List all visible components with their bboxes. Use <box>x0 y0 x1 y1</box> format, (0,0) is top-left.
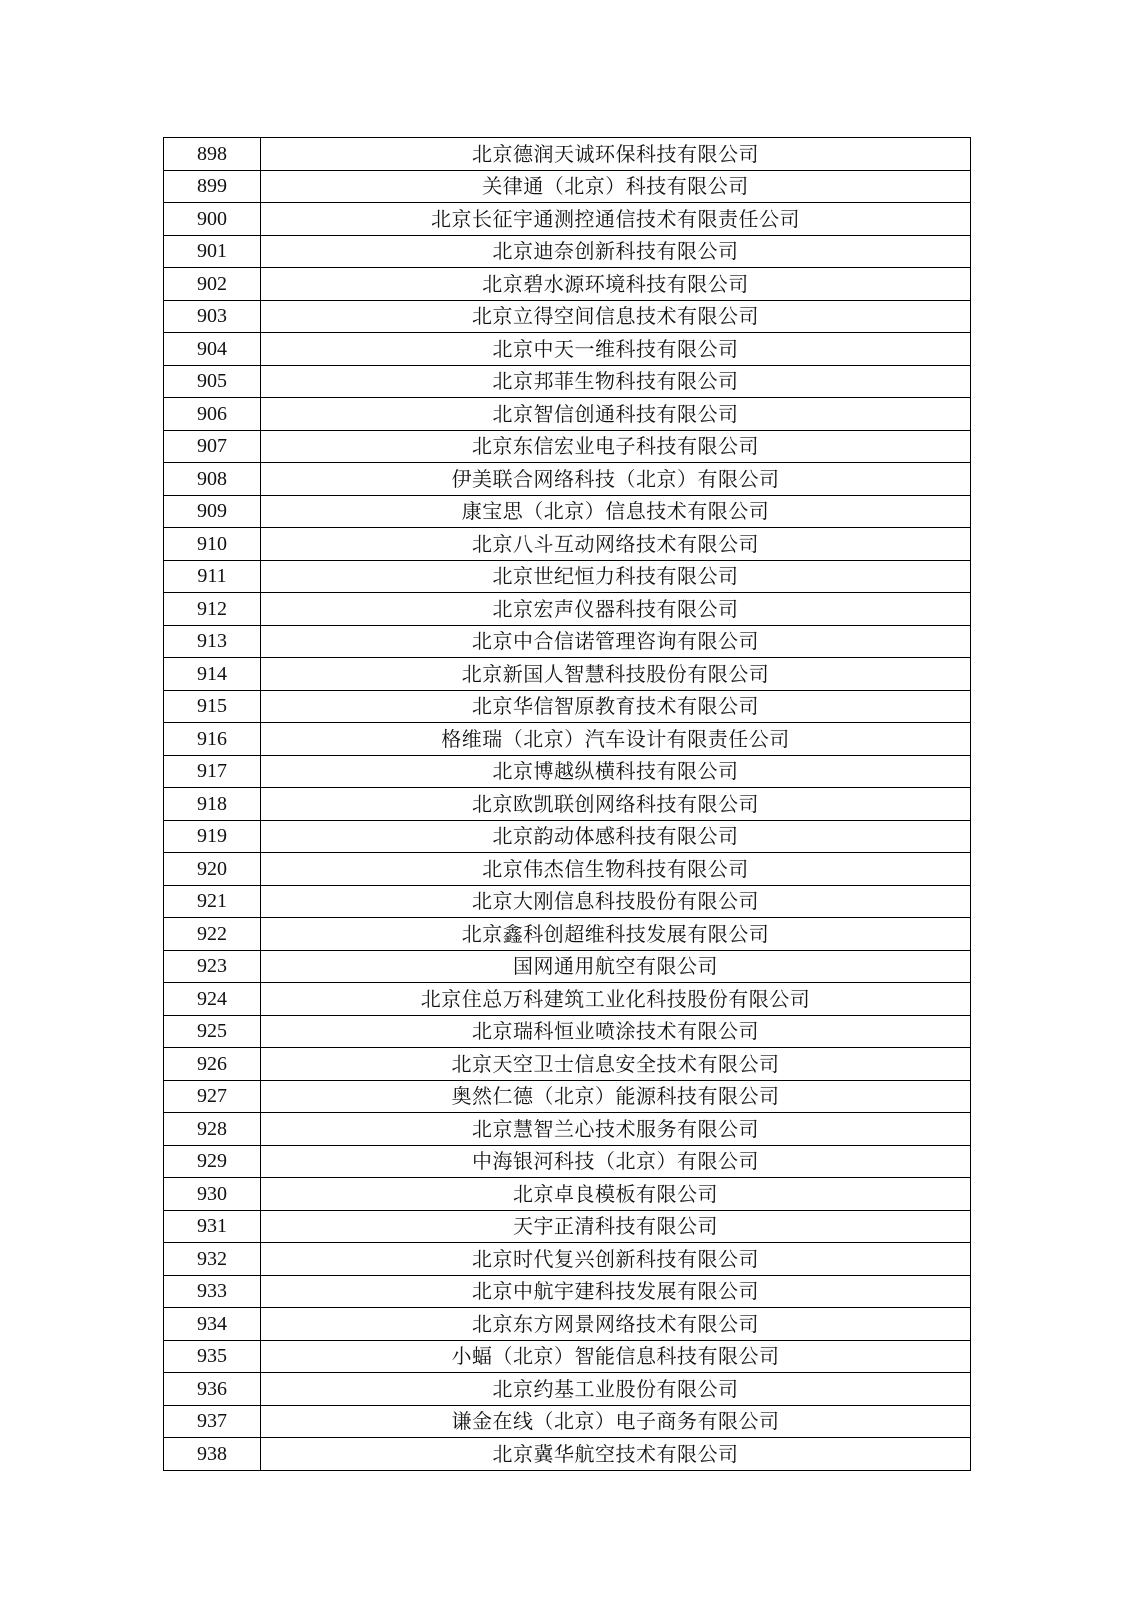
row-number: 920 <box>164 853 261 886</box>
company-name: 北京时代复兴创新科技有限公司 <box>261 1243 971 1276</box>
row-number: 899 <box>164 170 261 203</box>
company-name: 北京中天一维科技有限公司 <box>261 333 971 366</box>
table-row <box>164 398 971 431</box>
row-number: 912 <box>164 593 261 626</box>
company-name: 北京天空卫士信息安全技术有限公司 <box>261 1048 971 1081</box>
company-name: 中海银河科技（北京）有限公司 <box>261 1145 971 1178</box>
row-number: 930 <box>164 1178 261 1211</box>
table-row <box>164 1405 971 1438</box>
table-row <box>164 593 971 626</box>
company-name: 北京宏声仪器科技有限公司 <box>261 593 971 626</box>
company-name: 北京东信宏业电子科技有限公司 <box>261 430 971 463</box>
table-row <box>164 1113 971 1146</box>
table-row <box>164 885 971 918</box>
table-row <box>164 170 971 203</box>
company-name: 伊美联合网络科技（北京）有限公司 <box>261 463 971 496</box>
table-row <box>164 1178 971 1211</box>
row-number: 922 <box>164 918 261 951</box>
table-row <box>164 690 971 723</box>
company-name: 北京冀华航空技术有限公司 <box>261 1438 971 1471</box>
company-name: 北京长征宇通测控通信技术有限责任公司 <box>261 203 971 236</box>
company-name: 格维瑞（北京）汽车设计有限责任公司 <box>261 723 971 756</box>
row-number: 908 <box>164 463 261 496</box>
table-row <box>164 528 971 561</box>
table-row <box>164 1373 971 1406</box>
row-number: 918 <box>164 788 261 821</box>
company-name: 北京东方网景网络技术有限公司 <box>261 1308 971 1341</box>
table-body <box>164 138 971 1471</box>
row-number: 934 <box>164 1308 261 1341</box>
company-name: 北京八斗互动网络技术有限公司 <box>261 528 971 561</box>
row-number: 927 <box>164 1080 261 1113</box>
row-number: 902 <box>164 268 261 301</box>
table-row <box>164 1438 971 1471</box>
table-row <box>164 755 971 788</box>
company-name: 北京智信创通科技有限公司 <box>261 398 971 431</box>
row-number: 929 <box>164 1145 261 1178</box>
row-number: 906 <box>164 398 261 431</box>
table-row <box>164 1275 971 1308</box>
row-number: 909 <box>164 495 261 528</box>
row-number: 935 <box>164 1340 261 1373</box>
table-row <box>164 625 971 658</box>
row-number: 931 <box>164 1210 261 1243</box>
table-row <box>164 138 971 171</box>
company-name: 北京韵动体感科技有限公司 <box>261 820 971 853</box>
company-list-table <box>163 137 971 1471</box>
company-name: 北京新国人智慧科技股份有限公司 <box>261 658 971 691</box>
row-number: 911 <box>164 560 261 593</box>
company-name: 康宝思（北京）信息技术有限公司 <box>261 495 971 528</box>
row-number: 914 <box>164 658 261 691</box>
company-name: 北京华信智原教育技术有限公司 <box>261 690 971 723</box>
table-row <box>164 983 971 1016</box>
row-number: 919 <box>164 820 261 853</box>
table-row <box>164 235 971 268</box>
company-name: 北京卓良模板有限公司 <box>261 1178 971 1211</box>
table-row <box>164 788 971 821</box>
company-name: 北京约基工业股份有限公司 <box>261 1373 971 1406</box>
table-row <box>164 1340 971 1373</box>
row-number: 901 <box>164 235 261 268</box>
company-name: 北京瑞科恒业喷涂技术有限公司 <box>261 1015 971 1048</box>
row-number: 926 <box>164 1048 261 1081</box>
table-row <box>164 463 971 496</box>
company-name: 北京慧智兰心技术服务有限公司 <box>261 1113 971 1146</box>
row-number: 928 <box>164 1113 261 1146</box>
row-number: 910 <box>164 528 261 561</box>
row-number: 915 <box>164 690 261 723</box>
table-row <box>164 1145 971 1178</box>
table-row <box>164 1080 971 1113</box>
company-name: 天宇正清科技有限公司 <box>261 1210 971 1243</box>
table-row <box>164 203 971 236</box>
row-number: 898 <box>164 138 261 171</box>
row-number: 925 <box>164 1015 261 1048</box>
table-row <box>164 495 971 528</box>
company-name: 奥然仁德（北京）能源科技有限公司 <box>261 1080 971 1113</box>
company-name: 北京中航宇建科技发展有限公司 <box>261 1275 971 1308</box>
company-name: 国网通用航空有限公司 <box>261 950 971 983</box>
company-name: 北京世纪恒力科技有限公司 <box>261 560 971 593</box>
row-number: 903 <box>164 300 261 333</box>
company-name: 北京欧凯联创网络科技有限公司 <box>261 788 971 821</box>
row-number: 907 <box>164 430 261 463</box>
table-row <box>164 1308 971 1341</box>
row-number: 932 <box>164 1243 261 1276</box>
table-row <box>164 820 971 853</box>
table-row <box>164 723 971 756</box>
table-row <box>164 1243 971 1276</box>
table-row <box>164 560 971 593</box>
company-name: 北京博越纵横科技有限公司 <box>261 755 971 788</box>
company-name: 北京立得空间信息技术有限公司 <box>261 300 971 333</box>
row-number: 905 <box>164 365 261 398</box>
row-number: 937 <box>164 1405 261 1438</box>
table-row <box>164 1015 971 1048</box>
row-number: 913 <box>164 625 261 658</box>
company-name: 北京中合信诺管理咨询有限公司 <box>261 625 971 658</box>
table-row <box>164 365 971 398</box>
company-name: 北京鑫科创超维科技发展有限公司 <box>261 918 971 951</box>
company-name: 北京住总万科建筑工业化科技股份有限公司 <box>261 983 971 1016</box>
row-number: 904 <box>164 333 261 366</box>
row-number: 936 <box>164 1373 261 1406</box>
table-row <box>164 918 971 951</box>
table-row <box>164 1048 971 1081</box>
table-row <box>164 853 971 886</box>
table-row <box>164 1210 971 1243</box>
table-row <box>164 268 971 301</box>
row-number: 921 <box>164 885 261 918</box>
company-name: 北京德润天诚环保科技有限公司 <box>261 138 971 171</box>
row-number: 917 <box>164 755 261 788</box>
company-name: 谦金在线（北京）电子商务有限公司 <box>261 1405 971 1438</box>
company-name: 关律通（北京）科技有限公司 <box>261 170 971 203</box>
company-name: 北京迪奈创新科技有限公司 <box>261 235 971 268</box>
row-number: 923 <box>164 950 261 983</box>
company-name: 北京伟杰信生物科技有限公司 <box>261 853 971 886</box>
company-name: 北京大刚信息科技股份有限公司 <box>261 885 971 918</box>
company-name: 小蝠（北京）智能信息科技有限公司 <box>261 1340 971 1373</box>
table-row <box>164 950 971 983</box>
row-number: 916 <box>164 723 261 756</box>
row-number: 933 <box>164 1275 261 1308</box>
company-name: 北京碧水源环境科技有限公司 <box>261 268 971 301</box>
table-row <box>164 658 971 691</box>
company-name: 北京邦菲生物科技有限公司 <box>261 365 971 398</box>
row-number: 938 <box>164 1438 261 1471</box>
table-row <box>164 430 971 463</box>
row-number: 900 <box>164 203 261 236</box>
table-row <box>164 300 971 333</box>
table-row <box>164 333 971 366</box>
row-number: 924 <box>164 983 261 1016</box>
